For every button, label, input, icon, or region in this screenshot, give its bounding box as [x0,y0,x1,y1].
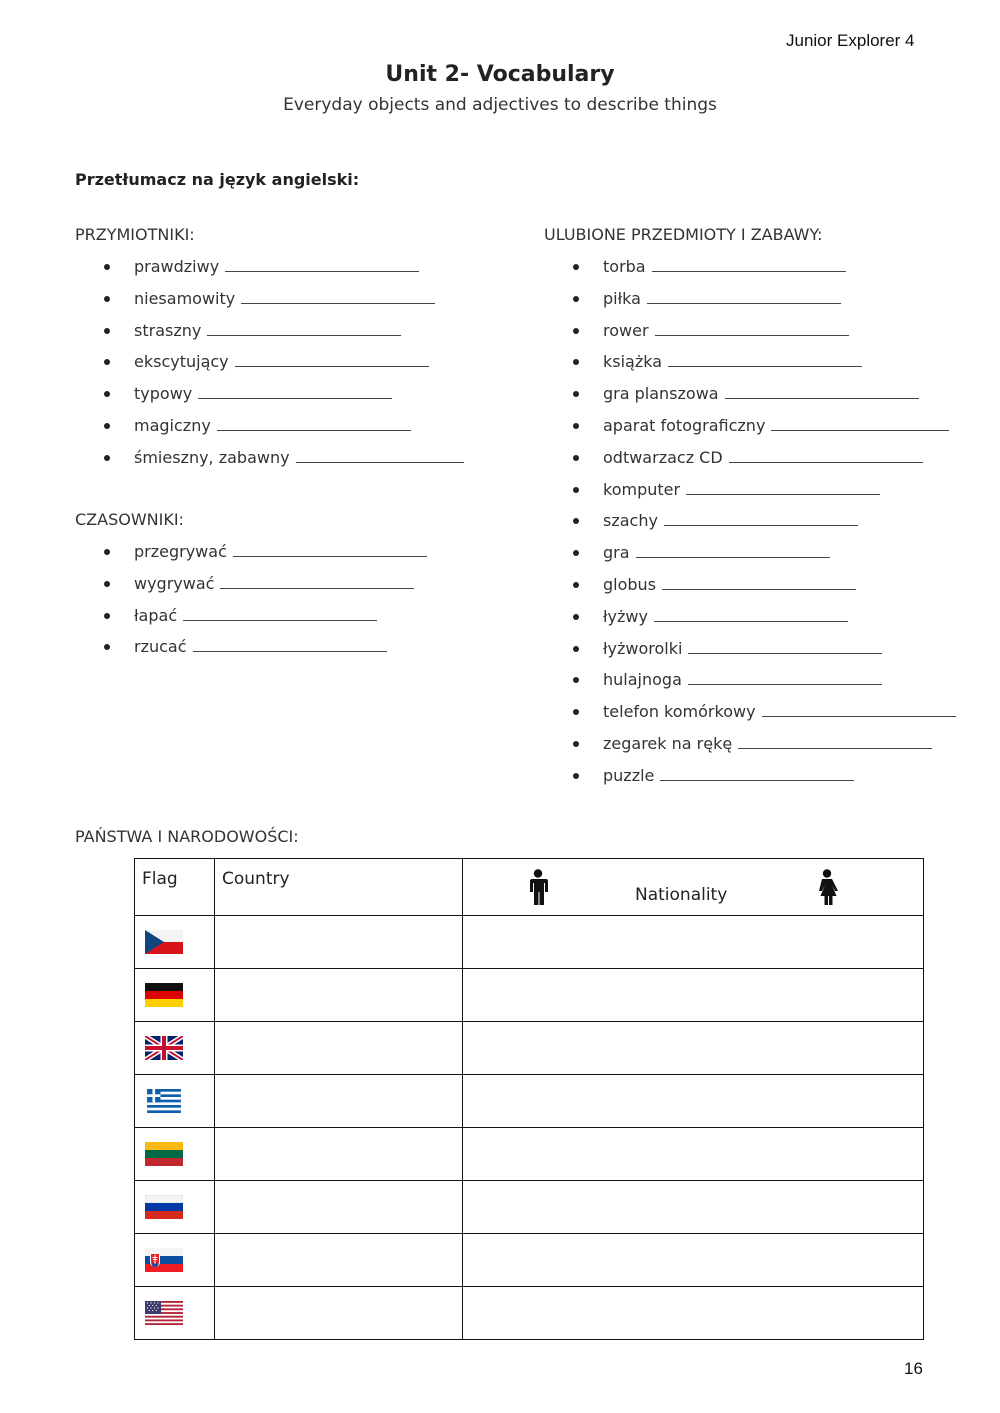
nationality-answer-cell[interactable] [463,1181,924,1234]
answer-blank[interactable] [225,257,419,272]
list-item: komputer [573,474,956,506]
czech-republic-flag-icon [145,930,183,954]
usa-flag-icon [145,1301,183,1325]
answer-blank[interactable] [198,384,392,399]
answer-blank[interactable] [664,511,858,526]
flag-cell [135,1075,215,1128]
list-item: śmieszny, zabawny [104,442,464,474]
list-item: piłka [573,283,956,315]
list-item: łapać [104,600,427,632]
slovakia-flag-icon [145,1248,183,1272]
flag-cell [135,969,215,1022]
nationality-answer-cell[interactable] [463,1128,924,1181]
answer-blank[interactable] [235,352,429,367]
answer-blank[interactable] [183,606,377,621]
answer-blank[interactable] [668,352,862,367]
answer-blank[interactable] [686,480,880,495]
verbs-list [104,536,427,663]
table-row [135,1075,924,1128]
adjectives-list [104,251,464,474]
answer-blank[interactable] [771,416,949,431]
list-item: łyżworolki [573,633,956,665]
list-item: rzucać [104,631,427,663]
objects-list [573,251,956,792]
answer-blank[interactable] [660,766,854,781]
country-answer-cell[interactable] [215,1022,463,1075]
germany-flag-icon [145,983,183,1007]
list-item: puzzle [573,760,956,792]
list-item: szachy [573,505,956,537]
nationality-label: Nationality [635,885,728,905]
answer-blank[interactable] [233,542,427,557]
flag-column-header: Flag [135,859,215,916]
country-answer-cell[interactable] [215,1075,463,1128]
table-row [135,1181,924,1234]
book-title: Junior Explorer 4 [786,31,915,50]
table-row [135,1022,924,1075]
list-item: zegarek na rękę [573,728,956,760]
list-item: prawdziwy [104,251,464,283]
list-item: gra planszowa [573,378,956,410]
nationality-answer-cell[interactable] [463,1287,924,1340]
list-item: rower [573,315,956,347]
page-subtitle: Everyday objects and adjectives to describe things [283,95,717,115]
answer-blank[interactable] [636,543,830,558]
table-row [135,916,924,969]
list-item: łyżwy [573,601,956,633]
instruction: Przetłumacz na język angielski: [75,170,360,189]
table-row [135,1128,924,1181]
nationality-answer-cell[interactable] [463,1234,924,1287]
nationality-answer-cell[interactable] [463,969,924,1022]
list-item: magiczny [104,410,464,442]
flag-cell [135,1287,215,1340]
answer-blank[interactable] [296,448,464,463]
nationality-table [134,858,924,1340]
list-item: hulajnoga [573,664,956,696]
country-column-header: Country [215,859,463,916]
list-item: telefon komórkowy [573,696,956,728]
russia-flag-icon [145,1195,183,1219]
countries-heading: PAŃSTWA I NARODOWOŚCI: [75,827,299,846]
answer-blank[interactable] [738,734,932,749]
flag-cell [135,916,215,969]
list-item: odtwarzacz CD [573,442,956,474]
answer-blank[interactable] [241,289,435,304]
answer-blank[interactable] [655,321,849,336]
nationality-answer-cell[interactable] [463,1022,924,1075]
answer-blank[interactable] [652,257,846,272]
flag-cell [135,1128,215,1181]
flag-cell [135,1234,215,1287]
greece-flag-icon [145,1089,183,1113]
answer-blank[interactable] [193,637,387,652]
table-row [135,1234,924,1287]
country-answer-cell[interactable] [215,1181,463,1234]
country-answer-cell[interactable] [215,1128,463,1181]
answer-blank[interactable] [647,289,841,304]
answer-blank[interactable] [688,670,882,685]
lithuania-flag-icon [145,1142,183,1166]
answer-blank[interactable] [217,416,411,431]
list-item: przegrywać [104,536,427,568]
page-title: Unit 2- Vocabulary [385,62,615,87]
table-header-row [135,859,924,916]
nationality-column-header [463,859,924,916]
table-row [135,969,924,1022]
flag-cell [135,1181,215,1234]
country-answer-cell[interactable] [215,1234,463,1287]
male-person-icon [523,869,553,905]
country-answer-cell[interactable] [215,1287,463,1340]
objects-heading: ULUBIONE PRZEDMIOTY I ZABAWY: [544,225,823,244]
uk-flag-icon [145,1036,183,1060]
flag-cell [135,1022,215,1075]
answer-blank[interactable] [762,702,956,717]
answer-blank[interactable] [654,607,848,622]
list-item: gra [573,537,956,569]
table-row [135,1287,924,1340]
nationality-answer-cell[interactable] [463,1075,924,1128]
answer-blank[interactable] [662,575,856,590]
list-item: ekscytujący [104,346,464,378]
list-item: globus [573,569,956,601]
country-answer-cell[interactable] [215,916,463,969]
list-item: niesamowity [104,283,464,315]
answer-blank[interactable] [729,448,923,463]
page-number: 16 [904,1359,923,1378]
list-item: książka [573,346,956,378]
female-person-icon [812,869,842,905]
list-item: typowy [104,378,464,410]
adjectives-heading: PRZYMIOTNIKI: [75,225,195,244]
answer-blank[interactable] [725,384,919,399]
list-item: wygrywać [104,568,427,600]
nationality-answer-cell[interactable] [463,916,924,969]
answer-blank[interactable] [207,321,401,336]
answer-blank[interactable] [220,574,414,589]
verbs-heading: CZASOWNIKI: [75,510,184,529]
list-item: aparat fotograficzny [573,410,956,442]
list-item: straszny [104,315,464,347]
list-item: torba [573,251,956,283]
country-answer-cell[interactable] [215,969,463,1022]
answer-blank[interactable] [688,639,882,654]
